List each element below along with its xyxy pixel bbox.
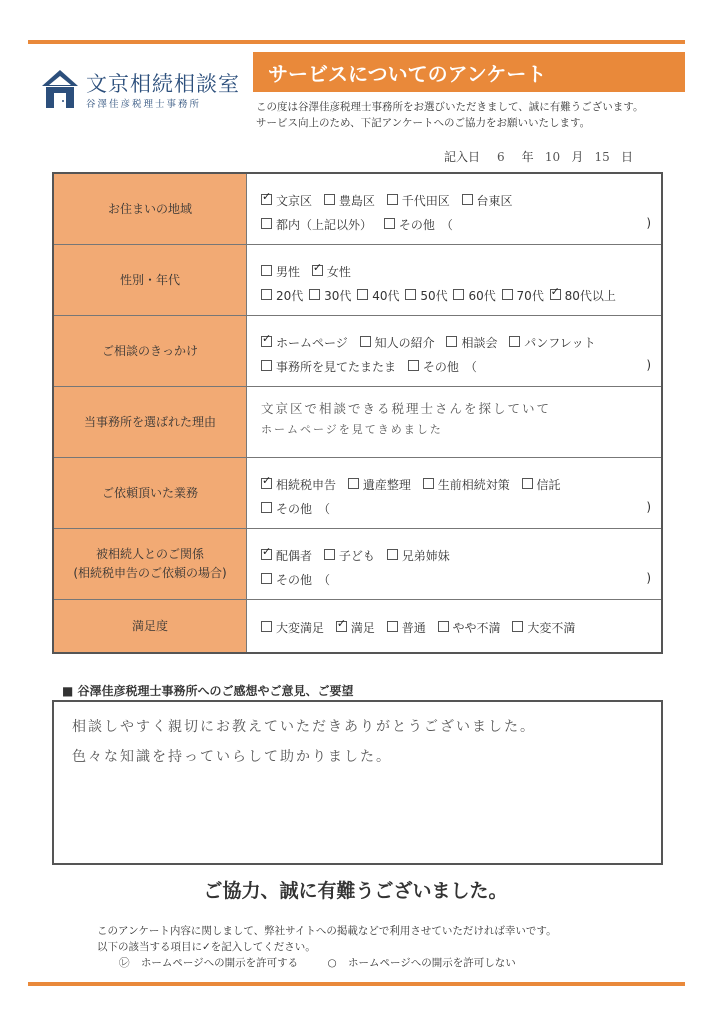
year-unit: 年 bbox=[521, 150, 534, 164]
label-service: ご依頼頂いた業務 bbox=[54, 458, 247, 528]
logo-title: 文京相続相談室 bbox=[86, 72, 240, 96]
checkbox-service-0[interactable] bbox=[261, 478, 272, 489]
consent-allow-option[interactable] bbox=[119, 957, 301, 969]
house-logo-icon bbox=[40, 68, 80, 110]
checkbox-trigger-2[interactable] bbox=[446, 336, 457, 347]
consent-deny-label: ホームページへの開示を許可しない bbox=[348, 957, 516, 969]
checkbox-relation-3[interactable] bbox=[261, 573, 272, 584]
checkbox-satisfaction-2[interactable] bbox=[387, 621, 398, 632]
day-unit: 日 bbox=[621, 150, 634, 164]
footer-line-1: このアンケート内容に関しまして、弊社サイトへの掲載などで利用させていただければ幸いです。 bbox=[97, 925, 557, 937]
checkbox-relation-0[interactable] bbox=[261, 549, 272, 560]
footer-line-2: 以下の該当する項目に✓を記入してください。 bbox=[97, 941, 316, 953]
row-relation: 被相続人とのご関係 (相続税申告のご依頼の場合) ✓配偶者 子ども 兄弟姉妹 その他 （ ) bbox=[54, 529, 661, 600]
checkbox-age-5[interactable] bbox=[502, 289, 513, 300]
checkbox-gender-0[interactable] bbox=[261, 265, 272, 276]
checkbox-area-5[interactable] bbox=[384, 218, 395, 229]
label-relation: 被相続人とのご関係 (相続税申告のご依頼の場合) bbox=[54, 529, 247, 599]
bottom-accent-line bbox=[28, 982, 685, 986]
row-satisfaction: 満足度 大変満足 ✓ 満足 普通 やや不満 大変不満 bbox=[54, 600, 661, 652]
survey-table bbox=[52, 172, 663, 654]
comment-line-2: 色々な知識を持っていらして助かりました。 bbox=[72, 749, 392, 765]
intro-line-2: サービス向上のため、下記アンケートへのご協力をお願いいたします。 bbox=[256, 117, 591, 129]
row-reason bbox=[54, 387, 661, 458]
checkbox-trigger-5[interactable] bbox=[408, 360, 419, 371]
comments-title: ■ 谷澤佳彦税理士事務所へのご感想やご意見、ご要望 bbox=[62, 684, 354, 698]
footer-consent bbox=[97, 923, 557, 971]
checkbox-area-0[interactable] bbox=[261, 194, 272, 205]
intro-line-1: この度は谷澤佳彦税理士事務所をお選びいただきまして、誠に有難うございます。 bbox=[256, 101, 644, 113]
comments-box[interactable] bbox=[52, 700, 663, 865]
date-day[interactable]: 15 bbox=[594, 150, 610, 164]
checkbox-area-1[interactable] bbox=[324, 194, 335, 205]
checkbox-trigger-0[interactable] bbox=[261, 336, 272, 347]
checkbox-service-4[interactable] bbox=[261, 502, 272, 513]
checkbox-satisfaction-0[interactable] bbox=[261, 621, 272, 632]
date-label: 記入日 bbox=[444, 150, 481, 164]
row-service: ご依頼頂いた業務 ✓相続税申告 遺産整理 生前相続対策 信託 その他 （ ) bbox=[54, 458, 661, 529]
checkbox-age-0[interactable] bbox=[261, 289, 272, 300]
label-area: お住まいの地域 bbox=[54, 174, 247, 244]
consent-deny-option[interactable] bbox=[327, 957, 515, 969]
top-accent-line bbox=[28, 40, 685, 44]
checkbox-age-2[interactable] bbox=[357, 289, 368, 300]
checkbox-relation-2[interactable] bbox=[387, 549, 398, 560]
label-reason: 当事務所を選ばれた理由 bbox=[54, 387, 247, 457]
area-other-close: ) bbox=[646, 216, 651, 230]
checkbox-age-3[interactable] bbox=[405, 289, 416, 300]
month-unit: 月 bbox=[571, 150, 584, 164]
service-other-close: ) bbox=[646, 500, 651, 514]
checkbox-age-4[interactable] bbox=[453, 289, 464, 300]
consent-allow-label: ホームページへの開示を許可する bbox=[140, 957, 299, 969]
label-trigger: ご相談のきっかけ bbox=[54, 316, 247, 386]
empty-circle-icon: ○ bbox=[327, 957, 337, 969]
checkbox-service-1[interactable] bbox=[348, 478, 359, 489]
checkbox-satisfaction-3[interactable] bbox=[438, 621, 449, 632]
checkbox-trigger-3[interactable] bbox=[509, 336, 520, 347]
checkbox-satisfaction-1[interactable] bbox=[336, 621, 347, 632]
checkbox-service-2[interactable] bbox=[423, 478, 434, 489]
intro-text bbox=[256, 99, 643, 131]
row-trigger: ご相談のきっかけ ✓ホームページ 知人の紹介 相談会 パンフレット 事務所を見てたまたま その他 （ ) bbox=[54, 316, 661, 387]
checkbox-area-3[interactable] bbox=[462, 194, 473, 205]
comment-line-1: 相談しやすく親切にお教えていただきありがとうございました。 bbox=[72, 719, 536, 735]
checkbox-age-1[interactable] bbox=[309, 289, 320, 300]
row-area: お住まいの地域 ✓文京区 豊島区 千代田区 台東区 都内（上記以外） その他 （ ) bbox=[54, 174, 661, 245]
row-gender-age: 性別・年代 男性 ✓ 女性 20代 30代 40代 50代 60代 70代 ✓ 80代以上 bbox=[54, 245, 661, 316]
thanks-message: ご協力、誠に有難うございました。 bbox=[203, 880, 508, 902]
logo-subtitle: 谷澤佳彦税理士事務所 bbox=[86, 99, 202, 110]
checkbox-service-3[interactable] bbox=[522, 478, 533, 489]
date-year[interactable]: 6 bbox=[497, 150, 505, 164]
entry-date bbox=[444, 148, 633, 165]
checkbox-relation-1[interactable] bbox=[324, 549, 335, 560]
checkbox-trigger-1[interactable] bbox=[360, 336, 371, 347]
reason-answer-line-2: ホームページを見てきめました bbox=[261, 423, 443, 436]
checkbox-gender-1[interactable] bbox=[312, 265, 323, 276]
checkbox-area-4[interactable] bbox=[261, 218, 272, 229]
checkbox-trigger-4[interactable] bbox=[261, 360, 272, 371]
label-satisfaction: 満足度 bbox=[54, 600, 247, 652]
survey-title: サービスについてのアンケート bbox=[268, 62, 547, 86]
trigger-other-close: ) bbox=[646, 358, 651, 372]
checkbox-area-2[interactable] bbox=[387, 194, 398, 205]
relation-other-close: ) bbox=[646, 571, 651, 585]
checkbox-age-6[interactable] bbox=[550, 289, 561, 300]
checkbox-satisfaction-4[interactable] bbox=[512, 621, 523, 632]
reason-answer-line-1: 文京区で相談できる税理士さんを探していて bbox=[261, 401, 552, 416]
label-gender-age: 性別・年代 bbox=[54, 245, 247, 315]
date-month[interactable]: 10 bbox=[544, 150, 561, 164]
checked-circle-icon: ㋹ bbox=[119, 957, 130, 969]
